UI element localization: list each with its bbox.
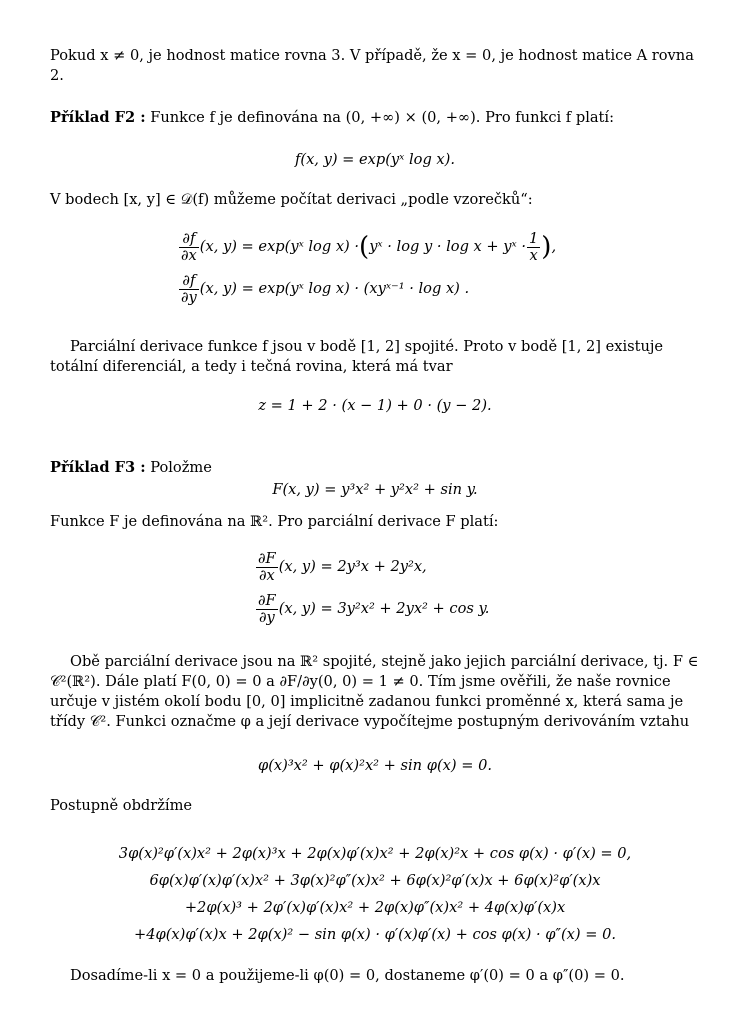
intro-paragraph: Pokud x ≠ 0, je hodnost matice rovna 3. V případě, že x = 0, je hodnost matice A rovna 2. (50, 47, 694, 84)
f3-derivative-system (255, 546, 675, 630)
example-f3-intro: Položme (150, 459, 212, 476)
f2-partial-x-denominator: ∂x (181, 246, 197, 264)
f2-tangent-plane: z = 1 + 2 · (x − 1) + 0 · (y − 2). (258, 397, 492, 414)
f3-partial-y-numerator: ∂F (258, 591, 276, 609)
f2-one-numerator: 1 (529, 229, 539, 247)
f2-continuity-paragraph: Parciální derivace funkce f jsou v bodě [1, 2] spojité. Proto v bodě [1, 2] existuje totální diferenciál, a tedy i tečná rovina, která má tvar (50, 338, 664, 375)
derivative-line-3: +2φ(x)³ + 2φ′(x)φ′(x)x² + 2φ(x)φ″(x)x² + 4φ(x)φ′(x)x (184, 899, 566, 916)
example-f3-heading (50, 458, 700, 478)
f3-phi-equation: φ(x)³x² + φ(x)²x² + sin φ(x) = 0. (257, 757, 492, 774)
f3-partial-x-rhs: (x, y) = 2y³x + 2y²x, (278, 558, 427, 575)
f2-partial-y-denominator: ∂y (181, 288, 197, 306)
f3-partial-y-denominator: ∂y (258, 608, 275, 626)
f2-one-over-x (527, 231, 540, 264)
f3-partial-x-fraction (256, 551, 278, 584)
f3-conclusion: Dosadíme-li x = 0 a použijeme-li φ(0) = 0, dostaneme φ′(0) = 0 a φ″(0) = 0. (70, 967, 625, 984)
example-f2-heading (50, 108, 700, 128)
f3-implicit-paragraph: Obě parciální derivace jsou na ℝ² spojité, stejně jako jejich parciální derivace, tj. F ∈ 𝒞²(ℝ²). Dále platí F(0, 0) = 0 a ∂F/∂y(0, 0) = 1 ≠ 0. Tím jsme ověřili, že naše rovnice určuje v jistém okolí bodu [0, 0] implicitně zadanou funkci proměnné x, která sama je třídy 𝒞². Funkci označme φ a její derivace vypočítejme postupným derivováním vztahu (50, 653, 699, 730)
f2-partial-x-numerator: ∂f (179, 231, 199, 248)
derivative-line-1: 3φ(x)²φ′(x)x² + 2φ(x)³x + 2φ(x)φ′(x)x² + 2φ(x)²x + cos φ(x) · φ′(x) = 0, (118, 845, 632, 862)
f2-partial-x-fraction (179, 231, 199, 264)
example-f2-intro: Funkce f je definována na (0, +∞) × (0, +∞). Pro funkci f platí: (150, 109, 615, 126)
f2-partial-x-rhs: (x, y) = exp(yˣ log x) · (199, 238, 360, 255)
f3-partial-x-numerator: ∂F (258, 549, 276, 567)
f3-main-equation: F(x, y) = y³x² + y²x² + sin y. (272, 481, 478, 498)
f2-main-equation: f(x, y) = exp(yˣ log x). (294, 151, 455, 168)
right-paren: ) (541, 232, 552, 262)
example-f3-label: Příklad F3 : (50, 459, 146, 476)
f2-partial-x-row (178, 226, 598, 268)
derivative-line-2: 6φ(x)φ′(x)φ′(x)x² + 3φ(x)²φ″(x)x² + 6φ(x)²φ′(x)x + 6φ(x)²φ′(x)x (149, 872, 601, 889)
f2-partial-y-fraction (179, 273, 199, 306)
left-paren: ( (359, 232, 370, 262)
f2-x-denominator: x (529, 246, 538, 264)
f2-derivative-system (178, 226, 598, 310)
f3-partial-y-fraction (256, 593, 278, 626)
f3-partial-y-rhs: (x, y) = 3y²x² + 2yx² + cos y. (278, 600, 490, 617)
f2-derivative-intro: V bodech [x, y] ∈ 𝒟(f) můžeme počítat derivaci „podle vzorečků“: (50, 191, 533, 208)
derivative-line-4: +4φ(x)φ′(x)x + 2φ(x)² − sin φ(x) · φ′(x)φ′(x) + cos φ(x) · φ″(x) = 0. (133, 926, 617, 943)
f3-partial-x-row (255, 546, 675, 588)
f3-partial-x-denominator: ∂x (258, 566, 275, 584)
f2-partial-y-rhs: (x, y) = exp(yˣ log x) · (xyˣ⁻¹ · log x) . (199, 280, 470, 297)
example-f2-label: Příklad F2 : (50, 109, 146, 126)
f3-derivative-chain (50, 840, 700, 948)
f2-partial-y-row (178, 268, 598, 310)
f3-derivative-intro: Funkce F je definována na ℝ². Pro parciální derivace F platí: (50, 513, 499, 530)
f3-successive-intro: Postupně obdržíme (50, 797, 193, 814)
f2-partial-x-inner: yˣ · log y · log x + yˣ · (369, 238, 526, 255)
f3-partial-y-row (255, 588, 675, 630)
f2-partial-x-tail: , (551, 238, 557, 255)
f2-partial-y-numerator: ∂f (179, 273, 199, 290)
